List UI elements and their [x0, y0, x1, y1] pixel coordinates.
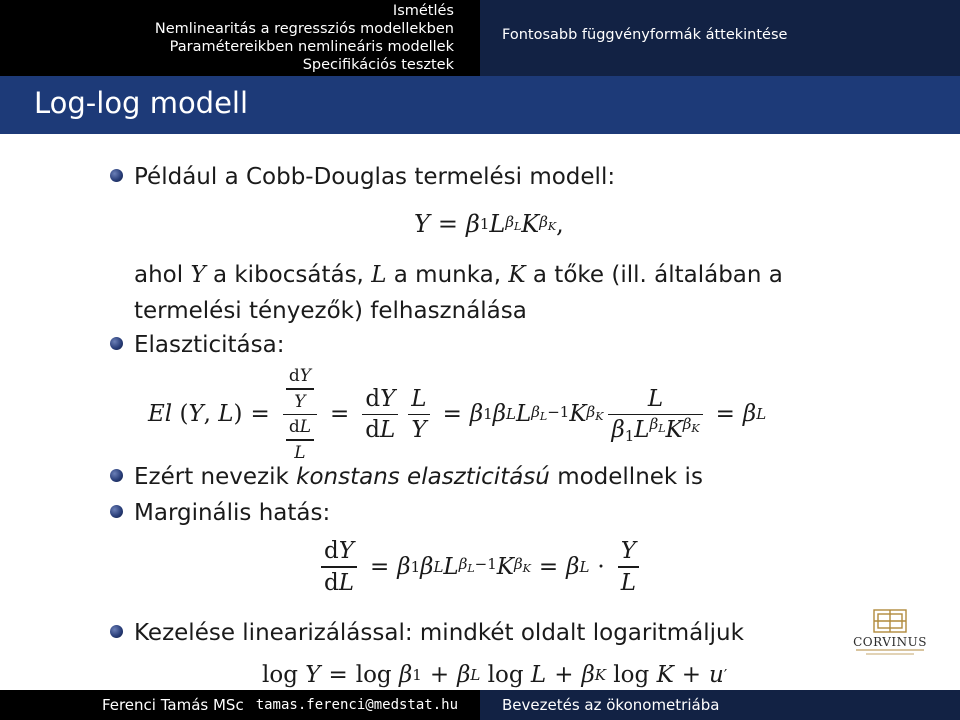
equation-loglinear: log Y = log β 1 + β L log L + β K log K + u ′: [262, 662, 728, 688]
footer-author: Ferenci Tamás MSc: [101, 696, 244, 714]
bullet-item: [110, 464, 703, 490]
text-toke: a tőke (ill. általában a: [532, 262, 783, 288]
bullet-text: Marginális hatás:: [134, 500, 331, 526]
section-navigation: [0, 0, 480, 76]
bullet-icon: [110, 625, 123, 638]
bullet-icon: [110, 337, 123, 350]
paragraph-ahol-cont: termelési tényezők) felhasználása: [134, 298, 527, 324]
text-kibocsatas: a kibocsátás,: [212, 262, 364, 288]
paragraph-ahol: ahol Y a kibocsátás, L a munka, K a tőke (ill. általában a: [134, 262, 783, 288]
text-ahol: ahol: [134, 262, 184, 288]
equation-elasticity: El ( Y , L ) = $\frac{\frac{dY}{Y}}{\frac{dL}{L}}$ = $\frac{dY}{dL}$ $\frac{L}{Y}$ = β 1 β L L $\beta_L-1$ K $\beta_K$ $\frac{L}{\beta_1L^{\beta_L}K^{\beta_K}}$ = β L: [148, 366, 767, 463]
bullet-text: Elaszticitása:: [134, 332, 285, 358]
footer: [0, 690, 960, 720]
bullet-text-emphasis: konstans elaszticitású: [296, 464, 550, 490]
slide-title-bar: [0, 76, 960, 134]
footer-course: Bevezetés az ökonometriába: [480, 690, 960, 720]
nav-section-3[interactable]: Specifikációs tesztek: [302, 57, 454, 73]
bullet-text: Például a Cobb-Douglas termelési modell:: [134, 164, 616, 190]
slide-content: [0, 134, 960, 686]
footer-email[interactable]: tamas.ferenci@medstat.hu: [255, 697, 458, 713]
bullet-text: Kezelése linearizálással: mindkét oldalt logaritmáljuk: [134, 620, 744, 646]
bullet-item: [110, 164, 615, 190]
nav-section-1[interactable]: Nemlinearitás a regressziós modellekben: [154, 21, 454, 37]
bullet-icon: [110, 469, 123, 482]
nav-section-2[interactable]: Paramétereikben nemlineáris modellek: [169, 39, 454, 55]
footer-author-area: [0, 690, 480, 720]
bullet-text-pre: Ezért nevezik: [134, 464, 289, 490]
bullet-text-post: modellnek is: [557, 464, 703, 490]
corvinus-logo: [846, 608, 934, 670]
svg-text:CORVINUS: CORVINUS: [853, 635, 927, 649]
nav-section-0[interactable]: Ismétlés: [392, 3, 454, 19]
equation-cobb-douglas: Y = β 1 L $\beta_L$ K $\beta_K$ ,: [414, 210, 564, 238]
bullet-icon: [110, 169, 123, 182]
bullet-item: [110, 332, 284, 358]
bullet-item: [110, 620, 744, 646]
slide-title: Log-log modell: [34, 86, 249, 120]
equation-marginal: $\frac{dY}{dL}$ = β 1 β L L $\beta_L-1$ K $\beta_K$ = β L · $\frac{Y}{L}$: [316, 538, 644, 596]
header: [0, 0, 960, 76]
bullet-item: [110, 500, 330, 526]
bullet-icon: [110, 505, 123, 518]
subsection-title[interactable]: Fontosabb függvényformák áttekintése: [480, 0, 960, 76]
text-munka: a munka,: [393, 262, 502, 288]
